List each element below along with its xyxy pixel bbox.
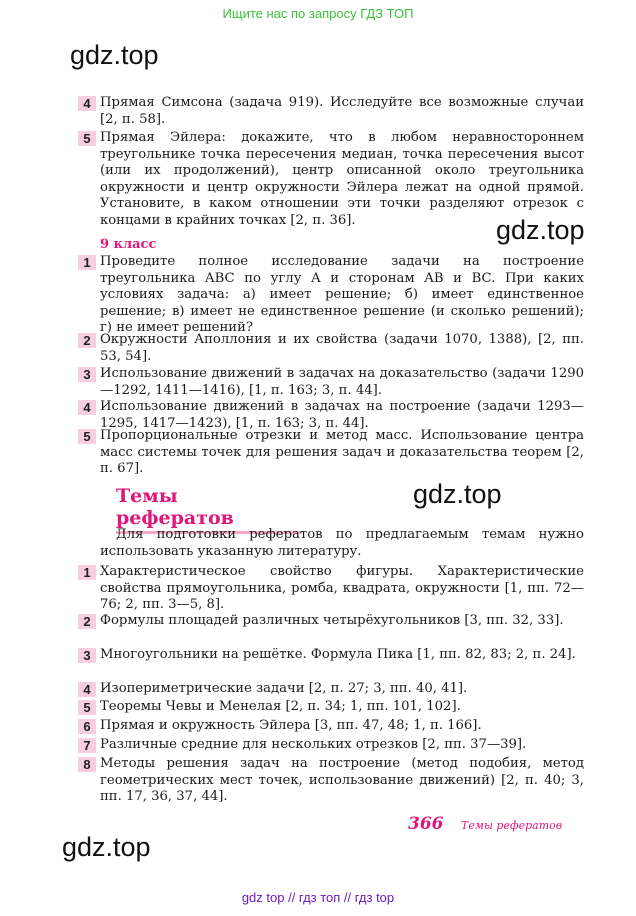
item-number: 5 [78, 131, 96, 146]
item-number: 3 [78, 648, 96, 663]
item-number: 1 [78, 255, 96, 270]
item-text: Методы решения задач на построение (метод подобия, метод геометрических мест точек, использование движений) [2, п. 40; 3, пп. 17, 36, 37, 44]. [100, 756, 584, 805]
item-text: Прямая Симсона (задача 919). Исследуйте все возможные случаи [2, п. 58]. [100, 95, 584, 127]
item-text: Характеристическое свойство фигуры. Характеристические свойства прямоугольника, ромба, квадрата, окружности [1, пп. 72—76; 2, пп. 3—5, 8]. [100, 564, 584, 613]
intro-paragraph: Для подготовки рефератов по предлагаемым темам нужно использовать указанную литературу. [100, 527, 584, 559]
item-text: Формулы площадей различных четырёхугольников [3, пп. 32, 33]. [100, 613, 564, 628]
item-number: 5 [78, 700, 96, 715]
item-text: Многоугольники на решётке. Формула Пика [1, пп. 82, 83; 2, п. 24]. [100, 647, 576, 662]
item-number: 2 [78, 614, 96, 629]
list-item [78, 130, 584, 230]
item-number: 8 [78, 757, 96, 772]
list-item [78, 366, 584, 399]
item-number: 1 [78, 565, 96, 580]
watermark: gdz.top [70, 40, 159, 70]
page-number: 366 [408, 814, 444, 834]
item-number: 7 [78, 738, 96, 753]
item-text: Использование движений в задачах на построение (задачи 1293—1295, 1417—1423), [1, п. 163; 3, п. 44]. [100, 399, 584, 431]
list-item [78, 718, 584, 735]
list-item [78, 254, 584, 337]
item-number: 5 [78, 429, 96, 444]
list-item [78, 564, 584, 614]
list-item [78, 756, 584, 806]
item-number: 4 [78, 96, 96, 111]
item-text: Пропорциональные отрезки и метод масс. Использование центра масс системы точек для решения задач и доказательства теорем [2, п. 67]. [100, 428, 584, 477]
item-text: Прямая Эйлера: докажите, что в любом неравностороннем треугольнике точка пересечения медиан, точка пересечения высот (или их продолжений), центр описанной около треугольника окружности и центр окружности Эйлера лежат на одной прямой. Установите, в каком отношении эти точки разделяют отрезок с концами в крайних точках [2, п. 36]. [100, 130, 584, 228]
bottom-banner: gdz top // гдз топ // гдз top [241, 890, 395, 905]
item-number: 6 [78, 719, 96, 734]
item-text: Теоремы Чевы и Менелая [2, п. 34; 1, пп. 101, 102]. [100, 699, 461, 714]
running-title: Темы рефератов [461, 819, 563, 832]
list-item [78, 428, 584, 478]
item-text: Изопериметрические задачи [2, п. 27; 3, пп. 40, 41]. [100, 681, 468, 696]
watermark: gdz.top [62, 832, 151, 862]
watermark: gdz.top [496, 215, 585, 245]
watermark: gdz.top [413, 479, 502, 509]
item-number: 2 [78, 333, 96, 348]
item-text: Прямая и окружность Эйлера [3, пп. 47, 48; 1, п. 166]. [100, 718, 482, 733]
item-number: 3 [78, 367, 96, 382]
grade-label: 9 класс [100, 237, 157, 252]
item-number: 4 [78, 400, 96, 415]
list-item [78, 647, 584, 664]
item-text: Различные средние для нескольких отрезков [2, пп. 37—39]. [100, 737, 527, 752]
item-text: Использование движений в задачах на доказательство (задачи 1290—1292, 1411—1416), [1, п. 163; 3, п. 44]. [100, 366, 584, 398]
item-text: Проведите полное исследование задачи на построение треугольника ABC по углу A и сторонам AB и BC. При каких условиях задача: а) имеет решение; б) имеет единственное решение; в) имеет не единственное решение (и сколько решений); г) не имеет решений? [100, 254, 584, 336]
list-item [78, 737, 584, 754]
list-item [78, 681, 584, 698]
item-number: 4 [78, 682, 96, 697]
list-item [78, 332, 584, 365]
list-item [78, 95, 584, 128]
list-item [78, 613, 584, 630]
section-heading: Темы рефератов [116, 485, 302, 534]
list-item [78, 699, 584, 716]
item-text: Окружности Аполлония и их свойства (задачи 1070, 1388), [2, пп. 53, 54]. [100, 332, 584, 364]
top-banner: Ищите нас по запросу ГДЗ ТОП [222, 6, 414, 21]
